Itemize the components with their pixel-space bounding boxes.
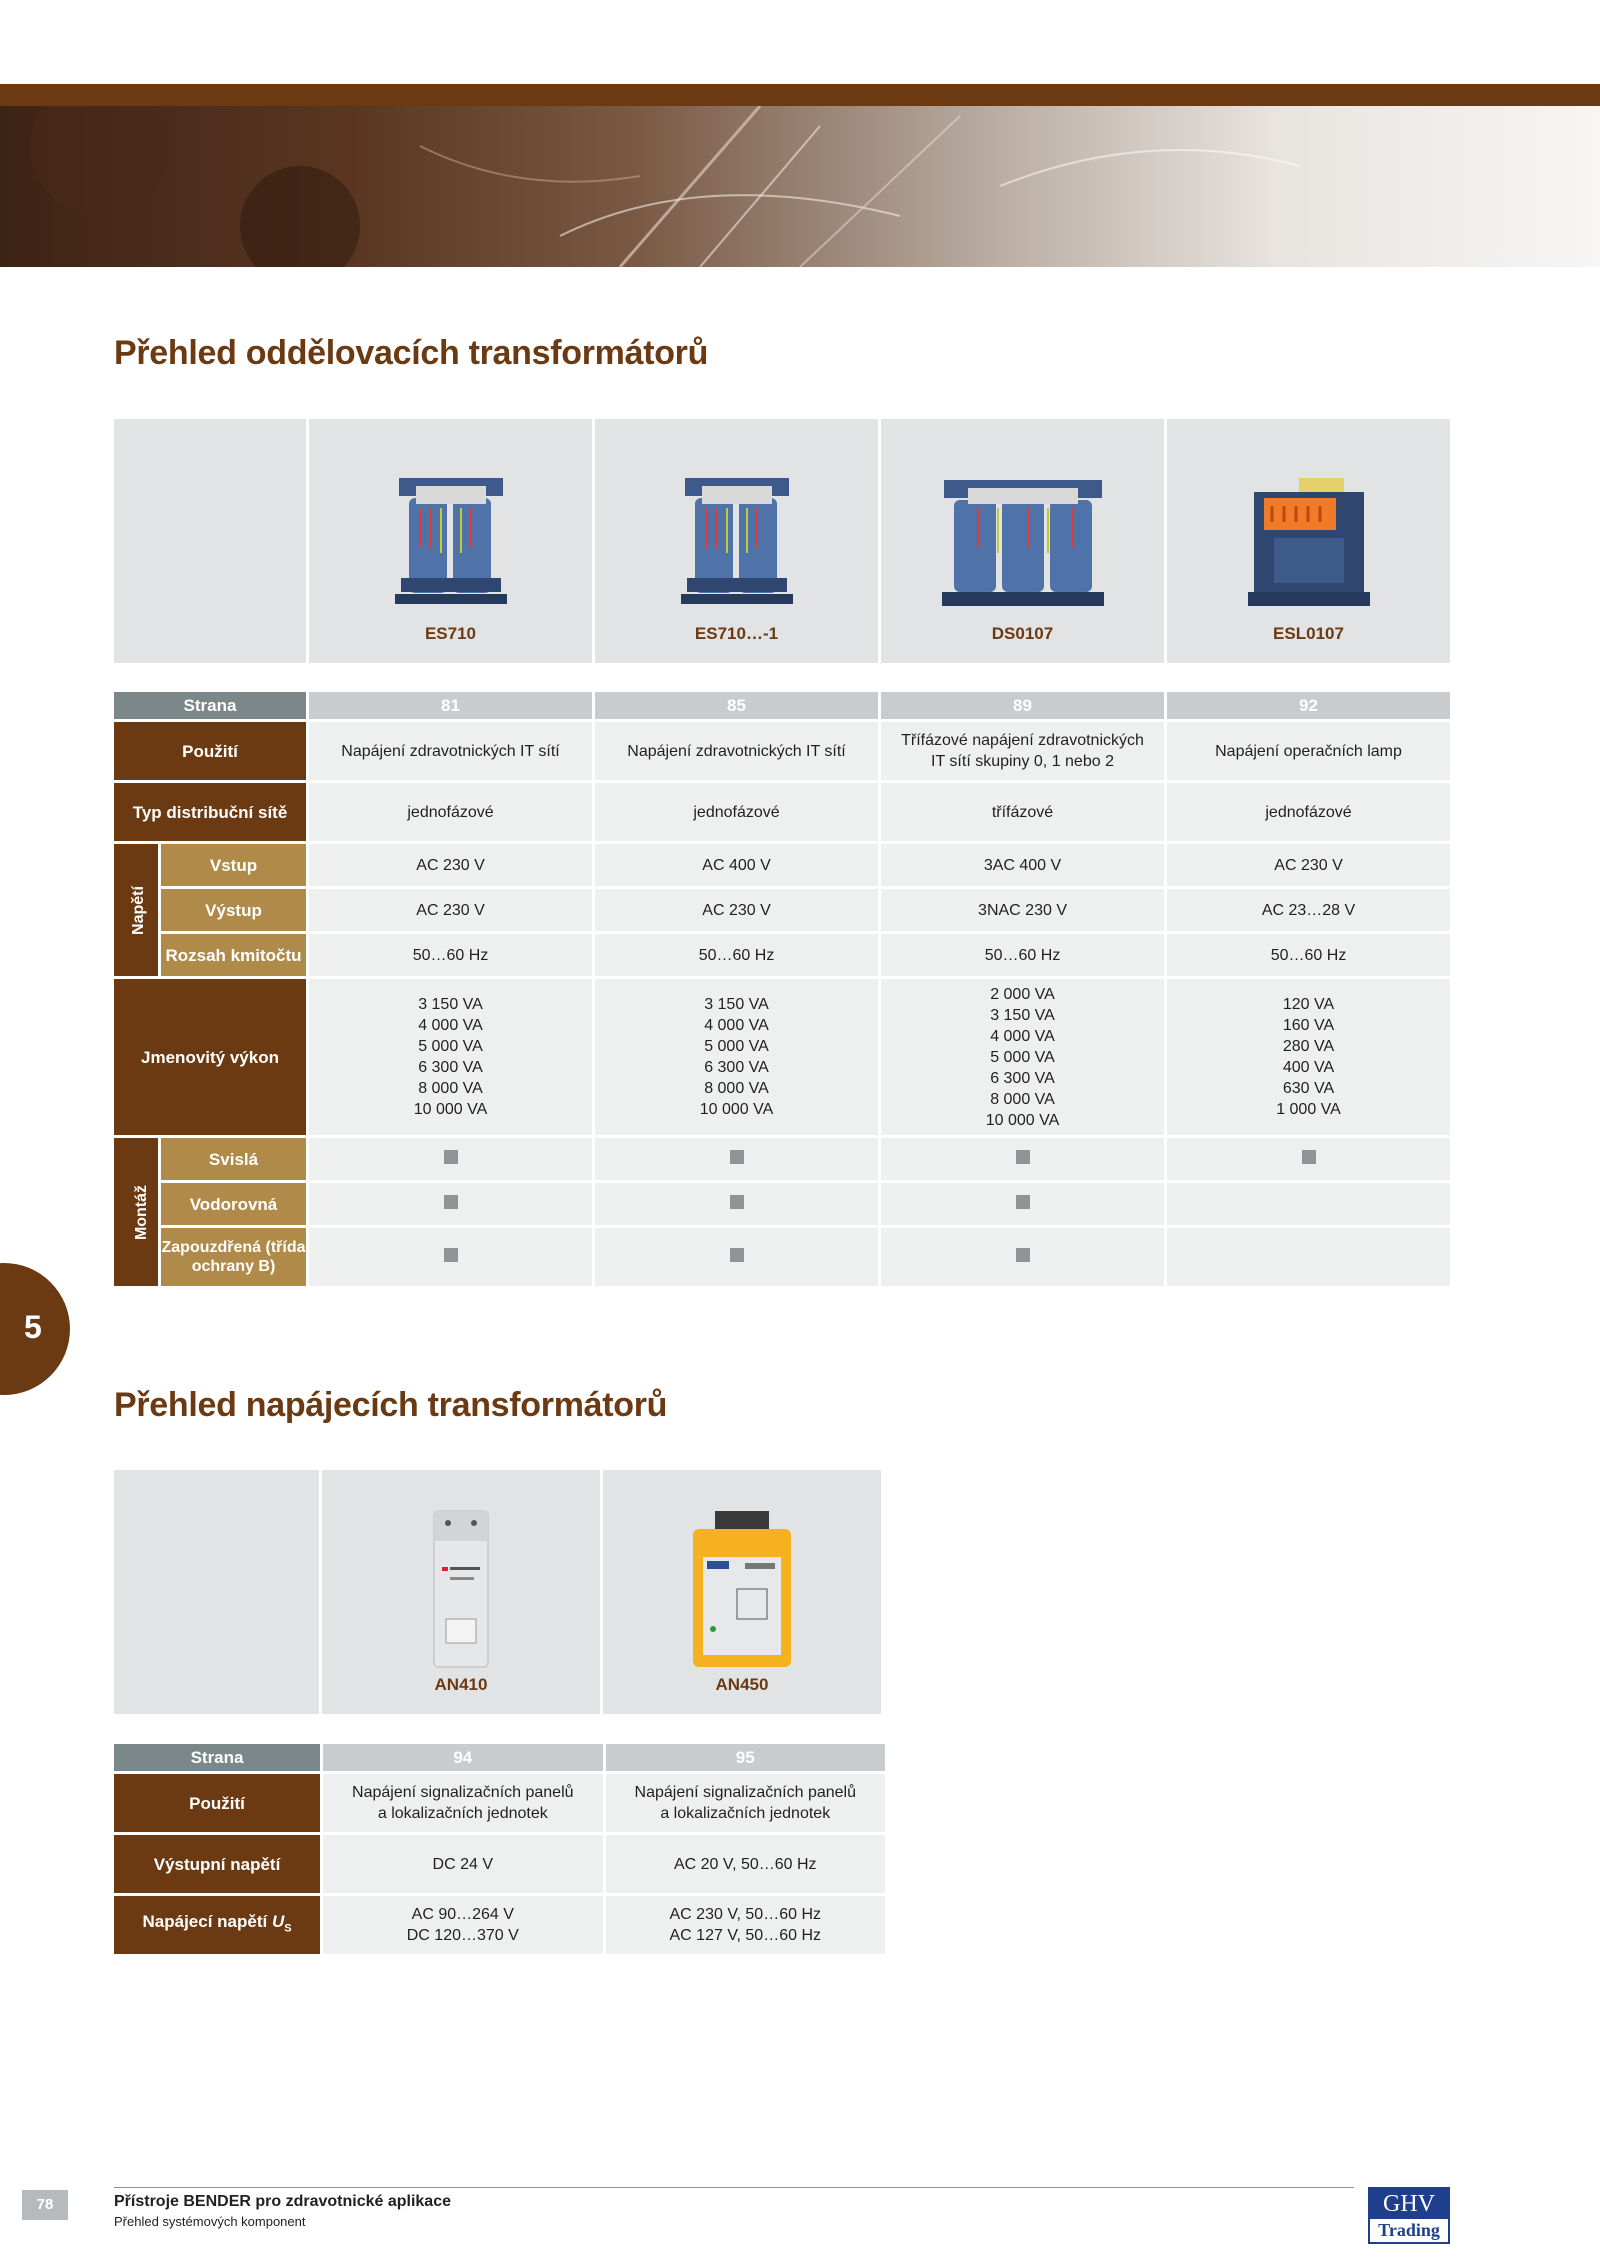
table-row: [114, 979, 1450, 1135]
check-square-icon: [1016, 1150, 1030, 1164]
strana-label: Strana: [114, 692, 306, 719]
header-corner: [114, 1470, 319, 1714]
product-name: AN410: [434, 1675, 488, 1694]
pouziti-line: Napájení signalizačních panelů: [634, 1784, 856, 1801]
vykon-line: 120 VA: [1282, 996, 1335, 1013]
napajeci-symbol: U: [271, 1911, 285, 1931]
vykon-label: Jmenovitý výkon: [114, 979, 306, 1135]
section1-title: Přehled oddělovacích transformátorů: [114, 334, 709, 372]
vystupni-label: Výstupní napětí: [114, 1835, 320, 1893]
header-corner: [114, 419, 306, 663]
vykon-line: 6 300 VA: [990, 1069, 1055, 1087]
table-row: [114, 1896, 885, 1954]
table-row: [114, 692, 1450, 719]
typ-value: jednofázové: [595, 783, 878, 841]
table-row: [114, 889, 1450, 931]
table-row: [114, 1138, 1450, 1180]
strana-value: 94: [323, 1744, 602, 1771]
vykon-line: 630 VA: [1282, 1080, 1335, 1097]
pouziti-value: Třífázové napájení zdravotnických IT sítí skupiny 0, 1 nebo 2: [881, 722, 1164, 780]
strana-value: 92: [1167, 692, 1450, 719]
rozsah-value: 50…60 Hz: [881, 934, 1164, 976]
table-row: [114, 783, 1450, 841]
transformer-2coil-icon: [391, 468, 511, 618]
product-name: ES710: [424, 624, 477, 643]
typ-value: třífázové: [881, 783, 1164, 841]
zapouzdrena-value: [309, 1228, 592, 1286]
svisla-value: [1167, 1138, 1450, 1180]
vykon-line: 5 000 VA: [990, 1048, 1055, 1066]
vykon-line: 4 000 VA: [418, 1017, 483, 1034]
vykon-line: 1 000 VA: [1276, 1101, 1341, 1118]
chapter-number: 5: [24, 1309, 42, 1345]
napajeci-label: [114, 1896, 320, 1954]
vykon-line: 5 000 VA: [704, 1038, 769, 1055]
table-row: [114, 1835, 885, 1893]
footer-title: Přístroje BENDER pro zdravotnické aplikace: [114, 2193, 451, 2210]
vykon-line: 4 000 VA: [990, 1027, 1055, 1045]
ghv-logo: [1368, 2187, 1450, 2244]
napajeci-value: [606, 1896, 885, 1954]
chapter-tab: [0, 1263, 70, 1395]
table-row: [114, 1744, 885, 1771]
napajeci-line: AC 127 V, 50…60 Hz: [669, 1927, 821, 1944]
pouziti-value: Napájení operačních lamp: [1167, 722, 1450, 780]
svisla-value: [881, 1138, 1164, 1180]
transformer-orange-terminal-icon: [1244, 468, 1374, 618]
strana-value: 81: [309, 692, 592, 719]
section1-product-header: [111, 419, 1453, 663]
vstup-value: AC 400 V: [595, 844, 878, 886]
product-name: ES710…-1: [694, 624, 779, 643]
logo-top-text: GHV: [1370, 2189, 1448, 2219]
vykon-line: 3 150 VA: [704, 996, 769, 1013]
vstup-value: AC 230 V: [1167, 844, 1450, 886]
check-square-icon: [444, 1248, 458, 1262]
vykon-line: 10 000 VA: [699, 1101, 774, 1118]
product-cell: [595, 419, 878, 663]
vykon-line: 8 000 VA: [990, 1090, 1055, 1108]
vystup-label: Výstup: [161, 889, 306, 931]
vykon-line: 3 150 VA: [418, 996, 483, 1013]
pouziti-value: [323, 1774, 602, 1832]
vykon-line: 3 150 VA: [990, 1006, 1055, 1024]
napajeci-line: DC 120…370 V: [406, 1927, 519, 1944]
product-cell: [309, 419, 592, 663]
vykon-line: 400 VA: [1282, 1059, 1335, 1076]
typ-value: jednofázové: [1167, 783, 1450, 841]
vystup-value: AC 23…28 V: [1167, 889, 1450, 931]
zapouzdrena-value: [1167, 1228, 1450, 1286]
product-cell: [881, 419, 1164, 663]
footer-rule: [114, 2187, 1354, 2188]
vystupni-value: AC 20 V, 50…60 Hz: [606, 1835, 885, 1893]
svisla-label: Svislá: [161, 1138, 306, 1180]
vykon-line: 8 000 VA: [418, 1080, 483, 1097]
vodorovna-value: [595, 1183, 878, 1225]
vystupni-value: DC 24 V: [323, 1835, 602, 1893]
vykon-line: 6 300 VA: [704, 1059, 769, 1076]
section2-title: Přehled napájecích transformátorů: [114, 1386, 668, 1424]
pouziti-value: Napájení zdravotnických IT sítí: [595, 722, 878, 780]
napajeci-line: AC 90…264 V: [411, 1906, 514, 1923]
vykon-line: 8 000 VA: [704, 1080, 769, 1097]
pouziti-line: a lokalizačních jednotek: [377, 1805, 548, 1822]
pouziti-value: [606, 1774, 885, 1832]
vykon-line: 5 000 VA: [418, 1038, 483, 1055]
vodorovna-value: [881, 1183, 1164, 1225]
vykon-line: 160 VA: [1282, 1017, 1335, 1034]
section2-table: [111, 1741, 888, 1957]
table-row: [114, 844, 1450, 886]
table-row: [114, 1228, 1450, 1286]
zapouzdrena-value: [881, 1228, 1164, 1286]
vykon-line: 10 000 VA: [413, 1101, 488, 1118]
table-row: [114, 722, 1450, 780]
pouziti-line: a lokalizačních jednotek: [660, 1805, 831, 1822]
vykon-value: [881, 979, 1164, 1135]
napeti-group-label: Napětí: [114, 844, 158, 976]
product-cell: [603, 1470, 881, 1714]
transformer-2coil-icon: [677, 468, 797, 618]
strana-label: Strana: [114, 1744, 320, 1771]
strana-value: 85: [595, 692, 878, 719]
zapouzdrena-label: Zapouzdřená (třída ochrany B): [161, 1228, 306, 1286]
check-square-icon: [1016, 1195, 1030, 1209]
check-square-icon: [444, 1195, 458, 1209]
table-row: [114, 1774, 885, 1832]
svisla-value: [309, 1138, 592, 1180]
vodorovna-label: Vodorovná: [161, 1183, 306, 1225]
svisla-value: [595, 1138, 878, 1180]
napajeci-label-text: Napájecí napětí: [142, 1911, 272, 1931]
table-row: [114, 934, 1450, 976]
product-name: ESL0107: [1273, 624, 1344, 643]
vstup-value: AC 230 V: [309, 844, 592, 886]
vykon-line: 2 000 VA: [990, 985, 1055, 1003]
vykon-value: [309, 979, 592, 1135]
vykon-value: [595, 979, 878, 1135]
yellow-power-supply-icon: [687, 1509, 797, 1669]
banner-photo: [0, 106, 1600, 267]
banner-bar: [0, 84, 1600, 106]
typ-label: Typ distribuční sítě: [114, 783, 306, 841]
pouziti-label: Použití: [114, 1774, 320, 1832]
product-cell: [1167, 419, 1450, 663]
vodorovna-value: [309, 1183, 592, 1225]
pouziti-line: Napájení signalizačních panelů: [352, 1784, 574, 1801]
check-square-icon: [1016, 1248, 1030, 1262]
napajeci-subscript: S: [284, 1922, 292, 1935]
footer-subtitle: Přehled systémových komponent: [114, 2214, 306, 2229]
vystup-value: 3NAC 230 V: [881, 889, 1164, 931]
rozsah-value: 50…60 Hz: [595, 934, 878, 976]
product-cell: [322, 1470, 600, 1714]
vykon-line: 280 VA: [1282, 1038, 1335, 1055]
rozsah-value: 50…60 Hz: [1167, 934, 1450, 976]
logo-bottom-text: Trading: [1378, 2220, 1440, 2240]
section1-table: [111, 689, 1453, 1289]
check-square-icon: [444, 1150, 458, 1164]
rozsah-label: Rozsah kmitočtu: [161, 934, 306, 976]
page-number: 78: [22, 2190, 68, 2220]
section2-product-header: [111, 1470, 884, 1714]
typ-value: jednofázové: [309, 783, 592, 841]
vodorovna-value: [1167, 1183, 1450, 1225]
pouziti-value: Napájení zdravotnických IT sítí: [309, 722, 592, 780]
vystup-value: AC 230 V: [595, 889, 878, 931]
vykon-line: 6 300 VA: [418, 1059, 483, 1076]
vystup-value: AC 230 V: [309, 889, 592, 931]
vstup-value: 3AC 400 V: [881, 844, 1164, 886]
napajeci-line: AC 230 V, 50…60 Hz: [669, 1906, 821, 1923]
table-row: [114, 1183, 1450, 1225]
product-name: DS0107: [991, 624, 1054, 643]
rozsah-value: 50…60 Hz: [309, 934, 592, 976]
napajeci-value: [323, 1896, 602, 1954]
vykon-value: [1167, 979, 1450, 1135]
din-rail-power-supply-icon: [426, 1509, 496, 1669]
montaz-group-label: Montáž: [114, 1138, 158, 1286]
vstup-label: Vstup: [161, 844, 306, 886]
zapouzdrena-value: [595, 1228, 878, 1286]
check-square-icon: [730, 1248, 744, 1262]
vykon-line: 10 000 VA: [985, 1111, 1060, 1129]
product-name: AN450: [715, 1675, 769, 1694]
pouziti-label: Použití: [114, 722, 306, 780]
check-square-icon: [730, 1195, 744, 1209]
check-square-icon: [730, 1150, 744, 1164]
strana-value: 95: [606, 1744, 885, 1771]
check-square-icon: [1302, 1150, 1316, 1164]
strana-value: 89: [881, 692, 1164, 719]
vykon-line: 4 000 VA: [704, 1017, 769, 1034]
transformer-3coil-icon: [938, 468, 1108, 618]
